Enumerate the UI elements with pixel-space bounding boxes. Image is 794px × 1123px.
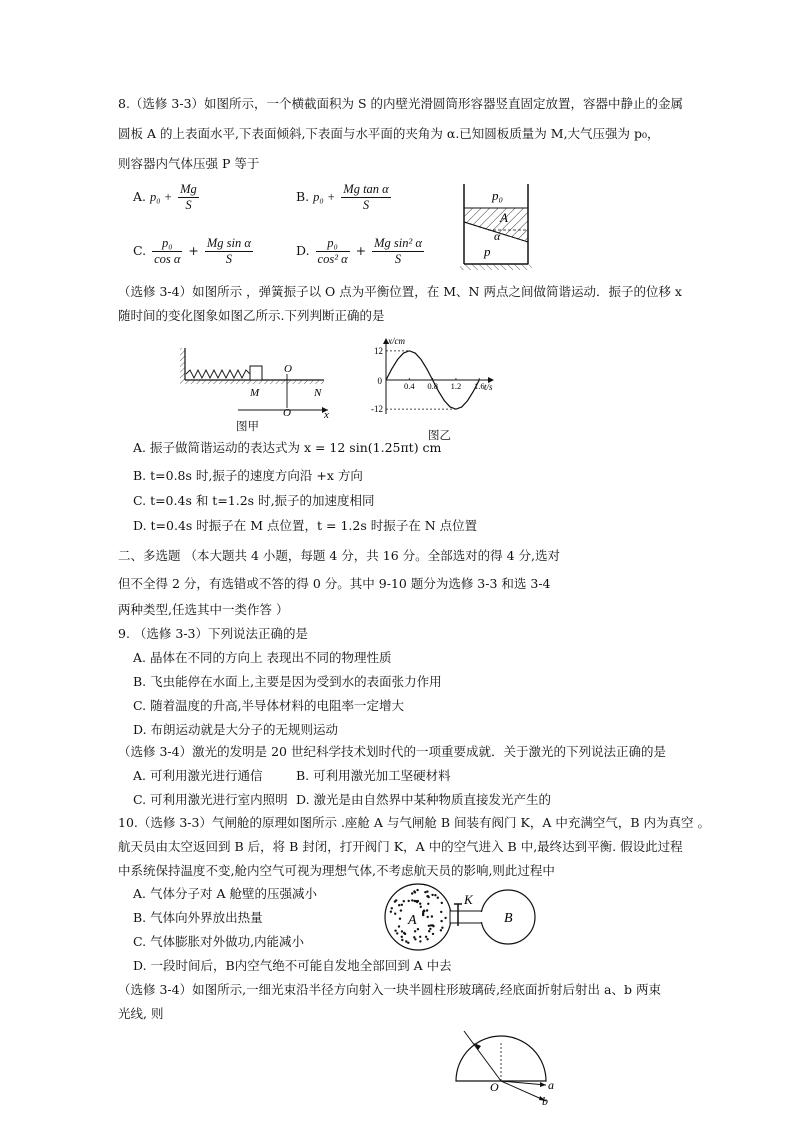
data-point: [403, 353, 404, 354]
gas-dot: [431, 894, 433, 896]
spring-O-top: O: [284, 363, 292, 375]
gas-dot: [390, 911, 392, 913]
q8b-line2: 随时间的变化图象如图乙所示.下列判断正确的是: [118, 308, 385, 323]
gas-dot: [419, 936, 421, 938]
data-point: [391, 368, 392, 369]
q9b-option-d[interactable]: D. 激光是由自然界中某种物质直接发光产生的: [296, 792, 552, 807]
gas-dot: [414, 938, 416, 940]
gas-dot: [394, 930, 396, 932]
fig-jia-caption: 图甲: [236, 419, 259, 433]
gas-dot: [398, 925, 400, 927]
q8-line1: 8.（选修 3-3）如图所示，一个横截面积为 S 的内壁光滑圆筒形容器竖直固定放置，容器中静止的金属: [118, 96, 684, 111]
spring-M: M: [250, 387, 260, 399]
q10-option-d[interactable]: D. 一段时间后，B内空气绝不可能自发地全部回到 A 中去: [133, 958, 452, 973]
spring-x: x: [324, 409, 329, 420]
q8b-option-d[interactable]: D. t=0.4s 时振子在 M 点位置，t = 1.2s 时振子在 N 点位置: [133, 518, 478, 533]
gas-dot: [394, 913, 396, 915]
x-tick-label: 1.2: [450, 381, 462, 391]
gas-dot: [430, 924, 432, 926]
data-point: [473, 391, 474, 392]
section2-line2: 但不全得 2 分，有选错或不答的得 0 分。其中 9-10 题分为选修 3-3 和选 3-4: [118, 576, 551, 591]
q9b-stem: （选修 3-4）激光的发明是 20 世纪科学技术划时代的一项重要成就．关于激光的下列说法正确的是: [118, 744, 666, 759]
q8b-option-b[interactable]: B. t=0.8s 时,振子的速度方向沿 +x 方向: [133, 468, 363, 483]
gas-dot: [432, 933, 434, 935]
gas-dot: [440, 920, 442, 922]
airlock-K: K: [464, 892, 473, 907]
gas-dot: [426, 938, 428, 940]
data-point: [467, 400, 468, 401]
xt-chart: [360, 336, 500, 422]
gas-dot: [417, 928, 419, 930]
gas-dot: [423, 910, 425, 912]
gas-dot: [427, 916, 429, 918]
data-point: [421, 359, 422, 360]
semi-b: b: [542, 1094, 548, 1107]
gas-dot: [440, 929, 442, 931]
q8-option-b[interactable]: B. p₀ + $\frac{\text{Mg tan α}}{S}$: [296, 182, 389, 212]
semi-a: a: [548, 1078, 554, 1092]
gas-dot: [413, 890, 415, 892]
q9-option-c[interactable]: C. 随着温度的升高,半导体材料的电阻率一定增大: [133, 698, 405, 713]
gas-dot: [399, 918, 401, 920]
q10-option-c[interactable]: C. 气体膨胀对外做功,内能减小: [133, 934, 305, 949]
data-point: [432, 380, 433, 381]
gas-dot: [440, 911, 442, 913]
x-axis-label: t/s: [484, 382, 493, 392]
gas-dot: [425, 936, 427, 938]
q8-option-a[interactable]: A. p₀ + $\frac{Mg}{S}$: [133, 182, 197, 212]
semicircle-figure: [450, 1025, 560, 1107]
gas-dot: [444, 917, 446, 919]
gas-dot: [426, 909, 428, 911]
gas-dot: [441, 927, 443, 929]
gas-dot: [428, 930, 430, 932]
gas-dot: [437, 897, 439, 899]
data-point: [438, 391, 439, 392]
q10b-line1: （选修 3-4）如图所示,一细光束沿半径方向射入一块半圆柱形玻璃砖,经底面折射后射出 a、b 两束: [118, 982, 661, 997]
gas-dot: [401, 904, 403, 906]
gas-dot: [419, 903, 421, 905]
spring-O-bottom: O: [283, 407, 291, 419]
gas-dot: [414, 930, 416, 932]
data-point: [426, 368, 427, 369]
x-tick-label: 0.8: [427, 381, 438, 391]
q8b-option-a[interactable]: A. 振子做简谐运动的表达式为 x = 12 sin(1.25πt) cm: [133, 440, 442, 455]
airlock-A: A: [408, 913, 417, 928]
gas-dot: [427, 903, 429, 905]
q9-option-b[interactable]: B. 飞虫能停在水面上,主要是因为受到水的表面张力作用: [133, 674, 442, 689]
section2-line1: 二、多选题 （本大题共 4 小题，每题 4 分，共 16 分。全部选对的得 4 分,选对: [118, 548, 560, 563]
spring-N: N: [314, 387, 322, 399]
data-point: [397, 359, 398, 360]
q9b-option-b[interactable]: B. 可利用激光加工坚硬材料: [296, 768, 451, 783]
q8-option-c[interactable]: C. $\frac{\text{p₀}}{\text{cos α}}$ + $\frac{\text{Mg sin α}}{S}$: [133, 236, 251, 266]
y-tick-label: -12: [371, 404, 383, 415]
q10-line3: 中系统保持温度不变,舱内空气可视为理想气体,不考虑航天员的影响,则此过程中: [118, 863, 555, 878]
data-point: [456, 409, 457, 410]
q9-option-a[interactable]: A. 晶体在不同的方向上 表现出不同的物理性质: [133, 650, 392, 665]
gas-dot: [416, 901, 418, 903]
gas-dot: [396, 932, 398, 934]
gas-dot: [398, 904, 400, 906]
q9-stem: 9. （选修 3-3）下列说法正确的是: [118, 626, 309, 641]
gas-dot: [422, 914, 424, 916]
gas-dot: [403, 900, 405, 902]
q8b-line1: （选修 3-4）如图所示 ，弹簧振子以 O 点为平衡位置，在 M、N 两点之间做简谐运动．振子的位移 x: [118, 284, 682, 299]
q8-line2: 圆板 A 的上表面水平,下表面倾斜,下表面与水平面的夹角为 α.已知圆板质量为 M,大气压强为 p₀，: [118, 126, 660, 141]
gas-dot: [428, 925, 430, 927]
data-point: [450, 407, 451, 408]
airlock-figure: [378, 880, 542, 954]
x-tick-label: 0.4: [404, 381, 415, 391]
gas-dot: [407, 942, 409, 944]
cylinder-figure: [458, 180, 538, 275]
origin-label: 0: [377, 376, 382, 386]
q10-option-b[interactable]: B. 气体向外界放出热量: [133, 910, 263, 925]
q9b-option-c[interactable]: C. 可利用激光进行室内照明: [133, 792, 288, 807]
q9-option-d[interactable]: D. 布朗运动就是大分子的无规则运动: [133, 722, 339, 737]
gas-dot: [429, 928, 431, 930]
q10b-line2: 光线, 则: [118, 1006, 164, 1021]
gas-dot: [411, 892, 413, 894]
spring-figure: [178, 340, 338, 420]
gas-dot: [401, 930, 403, 932]
gas-dot: [427, 896, 429, 898]
gas-dot: [395, 899, 397, 901]
q10-line1: 10.（选修 3-3）气闸舱的原理如图所示 .座舱 A 与气闸舱 B 间装有阀门 K，A 中充满空气，B 内为真空 。: [118, 815, 710, 830]
gas-dot: [400, 909, 402, 911]
data-point: [415, 353, 416, 354]
q9b-option-a[interactable]: A. 可利用激光进行通信: [133, 768, 263, 783]
q8-option-d[interactable]: D. $\frac{\text{p₀}}{\text{cos² α}}$ + $\frac{\text{Mg sin² α}}{S}$: [296, 236, 422, 266]
gas-dot: [403, 932, 405, 934]
data-point: [461, 407, 462, 408]
gas-dot: [411, 899, 413, 901]
gas-dot: [401, 939, 403, 941]
data-point: [409, 350, 410, 351]
fig-p0-label: p₀: [492, 188, 504, 203]
q8-line3: 则容器内气体压强 P 等于: [118, 156, 260, 171]
gas-dot: [420, 906, 422, 908]
x-tick-label: 1.6: [473, 381, 485, 391]
q10-option-a[interactable]: A. 气体分子对 A 舱壁的压强减小: [133, 886, 317, 901]
gas-dot: [419, 940, 421, 942]
data-point: [386, 380, 387, 381]
q8b-option-c[interactable]: C. t=0.4s 和 t=1.2s 时,振子的加速度相同: [133, 493, 375, 508]
gas-dot: [424, 891, 426, 893]
gas-dot: [441, 902, 443, 904]
gas-dot: [405, 940, 407, 942]
y-tick-label: 12: [374, 345, 383, 356]
gas-dot: [391, 907, 393, 909]
y-axis-label: x/cm: [388, 336, 405, 346]
data-point: [479, 380, 480, 381]
semi-O: O: [490, 1080, 499, 1094]
q10-line2: 航天员由太空返回到 B 后，将 B 封闭，打开阀门 K，A 中的空气进入 B 中,最终达到平衡. 假设此过程: [118, 839, 683, 854]
data-point: [444, 400, 445, 401]
gas-dot: [431, 915, 433, 917]
airlock-B: B: [504, 911, 513, 926]
fig-yi-caption: 图乙: [428, 428, 451, 442]
gas-dot: [434, 894, 436, 896]
gas-dot: [408, 900, 410, 902]
section2-line3: 两种类型,任选其中一类作答 ）: [118, 602, 289, 617]
gas-dot: [416, 889, 418, 891]
fig-p-label: p: [484, 244, 491, 259]
fig-alpha-label: α: [494, 229, 501, 243]
fig-A-label: A: [500, 210, 508, 225]
gas-dot: [401, 936, 403, 938]
